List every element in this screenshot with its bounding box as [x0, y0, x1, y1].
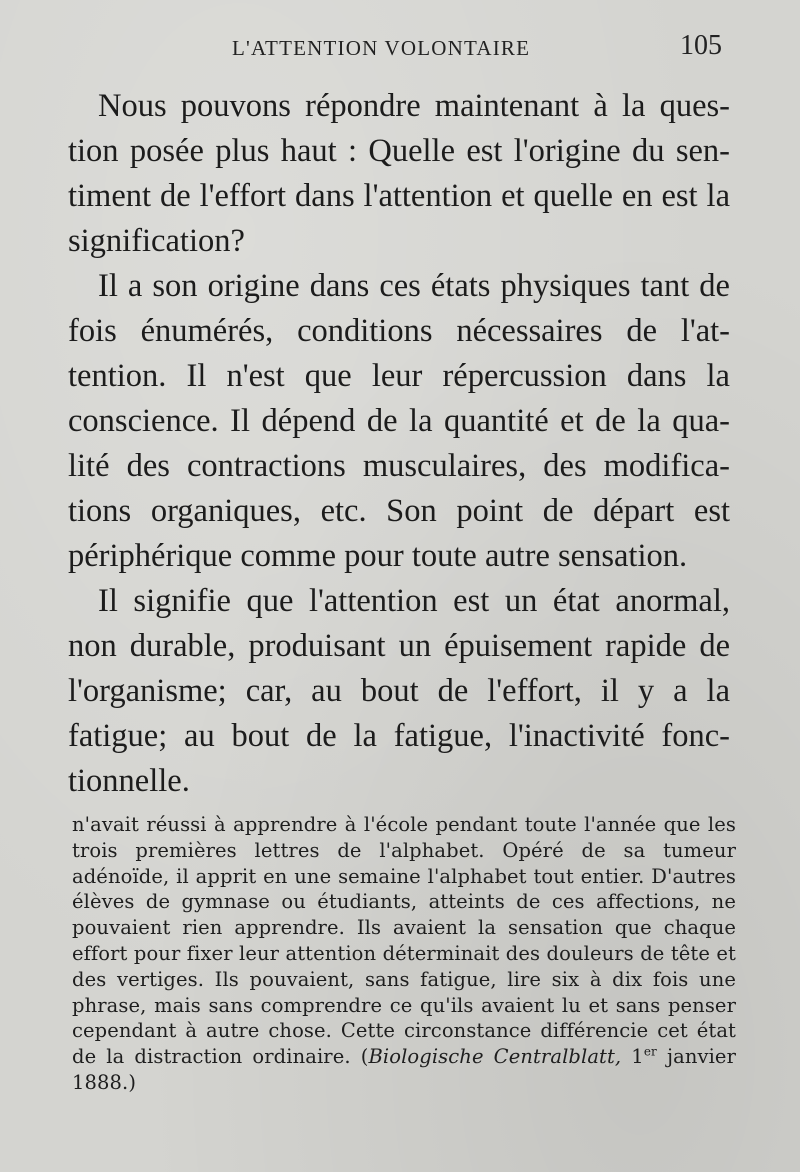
- citation-open: (: [360, 1045, 369, 1069]
- running-title: L'ATTENTION VOLONTAIRE: [232, 36, 531, 60]
- citation-rest: janvier 1888.): [72, 1045, 736, 1094]
- citation-day: 1: [621, 1045, 644, 1069]
- footnote: [72, 812, 736, 1096]
- main-text: [68, 84, 730, 804]
- footnote-paragraph: [72, 812, 736, 1096]
- citation-title: Biologische Centralblatt,: [368, 1045, 622, 1069]
- paragraph-2: Il a son origine dans ces états physiques tant de fois énumérés, conditions nécessaires de l'attention. Il n'est que leur répercussion dans la conscience. Il dépend de la quantité et de la qualité des contractions musculaires, des modifications organiques, etc. Son point de départ est périphérique comme pour toute autre sensation.: [68, 268, 730, 574]
- running-head: [0, 28, 800, 68]
- page-number: 105: [680, 30, 722, 61]
- footnote-text: n'avait réussi à apprendre à l'école pendant toute l'année que les trois premières lettres de l'alphabet. Opéré de sa tumeur adénoïde, il apprit en une semaine l'alphabet tout entier. D'autres élèves de gymnase ou étudiants, atteints de ces affections, ne pouvaient rien apprendre. Ils avaient la sensation que chaque effort pour fixer leur attention déterminait des douleurs de tête et des vertiges. Ils pouvaient, sans fatigue, lire six à dix fois une phrase, mais sans comprendre ce qu'ils avaient lu et sans penser cependant à autre chose. Cette circonstance différencie cet état de la distraction ordinaire.: [72, 813, 736, 1069]
- paragraph-1: Nous pouvons répondre maintenant à la question posée plus haut : Quelle est l'origine du sentiment de l'effort dans l'attention et quelle en est la signification?: [68, 88, 730, 259]
- paragraph-3: Il signifie que l'attention est un état anormal, non durable, produisant un épuisement rapide de l'organisme; car, au bout de l'effort, il y a la fatigue; au bout de la fatigue, l'inactivité fonctionnelle.: [68, 583, 730, 799]
- citation-superscript: er: [643, 1044, 657, 1059]
